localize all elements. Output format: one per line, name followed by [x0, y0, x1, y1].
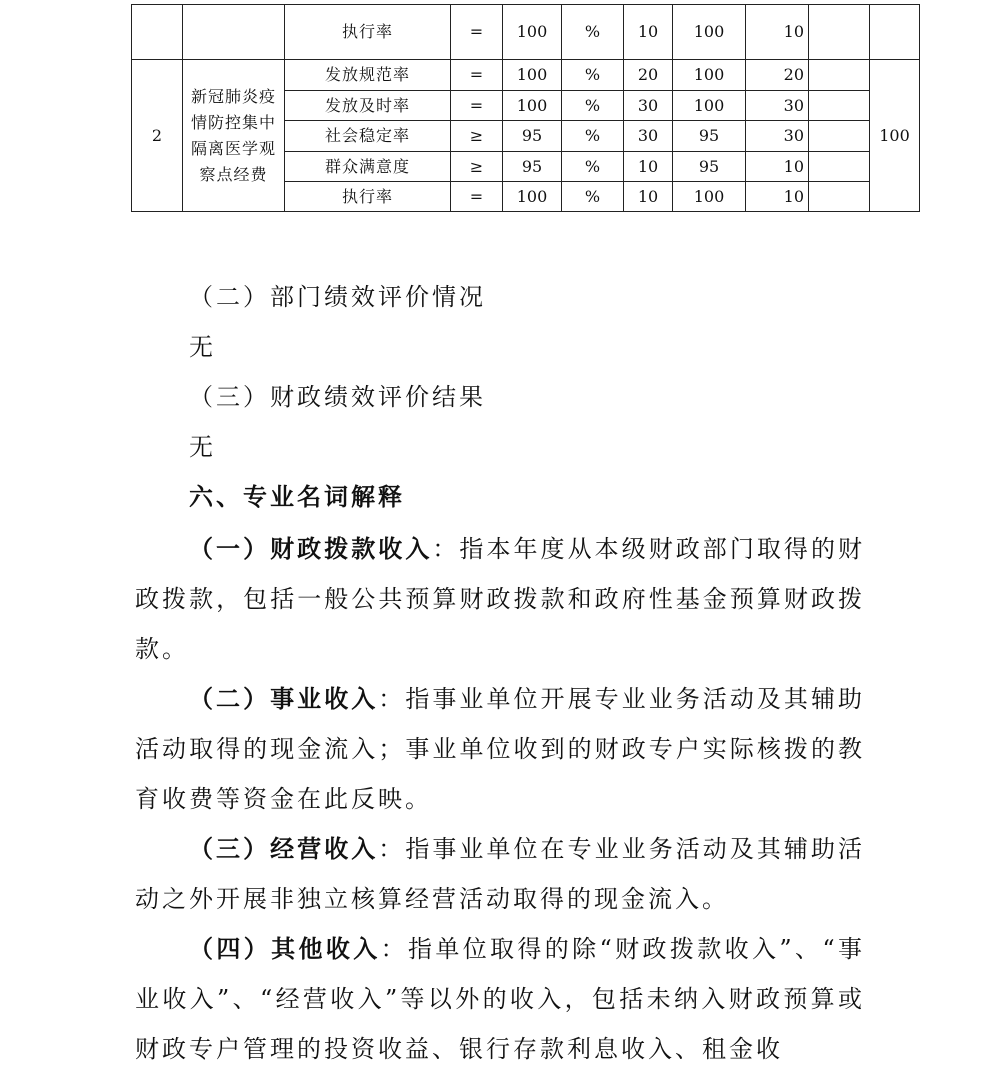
actual-cell: 100 [673, 60, 746, 91]
weight-cell: 10 [624, 182, 673, 212]
unit-cell: % [562, 182, 624, 212]
remark-cell [809, 5, 870, 60]
indicator-cell: 发放及时率 [285, 91, 451, 121]
remark-cell [809, 121, 870, 152]
table-row [132, 5, 920, 60]
glossary-definition: 指事业单位在专业业务活动及其辅助活动之外开展非独立核算经营活动取得的现金流入。 [135, 835, 866, 913]
weight-cell: 10 [624, 152, 673, 182]
glossary-colon: ： [378, 835, 406, 863]
remark-cell [809, 91, 870, 121]
score-cell: 30 [746, 121, 809, 152]
target-cell: 95 [503, 121, 562, 152]
unit-cell: % [562, 91, 624, 121]
operator-cell: = [451, 91, 503, 121]
weight-cell: 30 [624, 121, 673, 152]
performance-table [131, 4, 920, 212]
operator-cell: = [451, 60, 503, 91]
actual-cell: 95 [673, 121, 746, 152]
dept-eval-body: 无 [189, 333, 216, 361]
weight-cell: 30 [624, 91, 673, 121]
table-row [132, 60, 920, 91]
score-cell: 20 [746, 60, 809, 91]
actual-cell: 100 [673, 5, 746, 60]
score-cell: 10 [746, 182, 809, 212]
unit-cell: % [562, 5, 624, 60]
weight-cell: 10 [624, 5, 673, 60]
glossary-item [135, 524, 865, 674]
glossary-item [135, 824, 865, 924]
glossary-item [135, 924, 865, 1074]
index-cell [132, 5, 183, 60]
remark-cell [809, 152, 870, 182]
target-cell: 100 [503, 60, 562, 91]
fiscal-eval-body: 无 [189, 433, 216, 461]
glossary-item [135, 674, 865, 824]
project-cell [183, 5, 285, 60]
glossary-colon: ： [378, 685, 406, 713]
glossary-colon: ： [380, 935, 408, 963]
operator-cell: ≥ [451, 121, 503, 152]
unit-cell: % [562, 60, 624, 91]
score-cell: 10 [746, 5, 809, 60]
target-cell: 95 [503, 152, 562, 182]
remark-cell [809, 60, 870, 91]
score-cell: 10 [746, 152, 809, 182]
target-cell: 100 [503, 182, 562, 212]
unit-cell: % [562, 152, 624, 182]
glossary-colon: ： [432, 535, 460, 563]
target-cell: 100 [503, 5, 562, 60]
actual-cell: 100 [673, 91, 746, 121]
actual-cell: 100 [673, 182, 746, 212]
operator-cell: ≥ [451, 152, 503, 182]
operator-cell: = [451, 5, 503, 60]
glossary-definition: 指事业单位开展专业业务活动及其辅助活动取得的现金流入；事业单位收到的财政专户实际核拨的教育收费等资金在此反映。 [135, 685, 866, 813]
glossary-definition: 指本年度从本级财政部门取得的财政拨款，包括一般公共预算财政拨款和政府性基金预算财政拨款。 [135, 535, 866, 663]
glossary-term: （三）经营收入 [189, 835, 379, 863]
indicator-cell: 发放规范率 [285, 60, 451, 91]
total-score-cell: 100 [870, 60, 920, 212]
operator-cell: = [451, 182, 503, 212]
weight-cell: 20 [624, 60, 673, 91]
glossary-term: （一）财政拨款收入 [189, 535, 433, 563]
glossary-term: （二）事业收入 [189, 685, 379, 713]
index-cell: 2 [132, 60, 183, 212]
score-cell: 30 [746, 91, 809, 121]
total-cell [870, 5, 920, 60]
target-cell: 100 [503, 91, 562, 121]
indicator-cell: 执行率 [285, 5, 451, 60]
indicator-cell: 执行率 [285, 182, 451, 212]
section-heading-fiscal-eval: （三）财政绩效评价结果 [189, 383, 486, 411]
unit-cell: % [562, 121, 624, 152]
indicator-cell: 群众满意度 [285, 152, 451, 182]
indicator-cell: 社会稳定率 [285, 121, 451, 152]
project-name-cell: 新冠肺炎疫情防控集中隔离医学观察点经费 [183, 60, 285, 212]
glossary-heading: 六、专业名词解释 [189, 483, 405, 511]
remark-cell [809, 182, 870, 212]
actual-cell: 95 [673, 152, 746, 182]
glossary-definition: 指单位取得的除“财政拨款收入”、“事业收入”、“经营收入”等以外的收入，包括未纳入财政预算或财政专户管理的投资收益、银行存款利息收入、租金收 [135, 935, 866, 1063]
section-heading-dept-eval: （二）部门绩效评价情况 [189, 283, 486, 311]
glossary-term: （四）其他收入 [189, 935, 381, 963]
